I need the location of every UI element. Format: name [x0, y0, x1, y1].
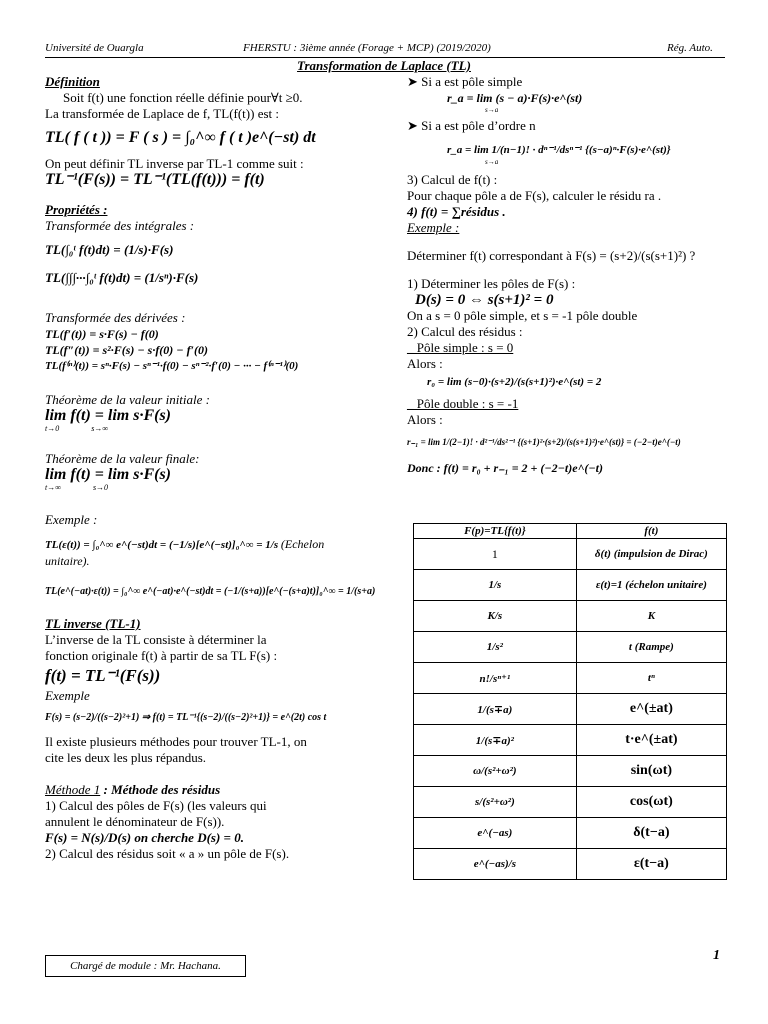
- arrow-bullet-icon: ➤: [407, 74, 422, 89]
- order-pole-bullet: [407, 118, 727, 134]
- derivative-formula-3: TL(f⁽ⁿ⁾(t)) = sⁿ·F(s) − sⁿ⁻¹·f(0) − sⁿ⁻²·f′(0) − ··· − f⁽ⁿ⁻¹⁾(0): [45, 360, 299, 372]
- tl-inverse-line-1: L’inverse de la TL consiste à déterminer la: [45, 632, 267, 647]
- init-sub-t: t→0: [45, 424, 60, 433]
- double-pole-case: _ Pôle double : s = -1: [407, 396, 519, 411]
- method1-step2: 2) Calcul des résidus soit « a » un pôle de F(s).: [45, 846, 290, 861]
- table-cell-f: ε(t)=1 (échelon unitaire): [576, 570, 726, 601]
- definition-heading: Définition: [45, 74, 100, 89]
- example-formula-1: [45, 536, 370, 570]
- initial-value-formula: lim f(t) = lim s·F(s): [45, 407, 171, 424]
- table-cell-F: n!/sⁿ⁺¹: [414, 663, 577, 694]
- definition-line-2: La transformée de Laplace de f, TL(f(t)) est :: [45, 106, 279, 121]
- left-column: [45, 74, 376, 862]
- table-cell-F: 1/s: [414, 570, 577, 601]
- simple-pole-text: Si a est pôle simple: [421, 74, 523, 89]
- residue-r0: r₀ = lim (s−0)·(s+2)/(s(s+1)²)·e^(st) = 2: [427, 376, 602, 388]
- page-number: 1: [713, 948, 720, 963]
- example2-heading: Exemple: [45, 688, 90, 703]
- alors-1: Alors :: [407, 356, 443, 371]
- definition-line-1: Soit f(t) une fonction réelle définie pour∀t ≥0.: [63, 90, 303, 105]
- table-cell-f: δ(t) (impulsion de Dirac): [576, 539, 726, 570]
- table-cell-F: s/(s²+ω²): [414, 787, 577, 818]
- example-1-note: (Echelon unitaire).: [45, 537, 325, 568]
- table-row: [414, 694, 727, 725]
- exemple-heading-right: Exemple :: [407, 220, 460, 235]
- init-sub-s: s→∞: [91, 424, 109, 433]
- table-cell-F: e^(−as): [414, 818, 577, 849]
- table-row: [414, 787, 727, 818]
- header-course: FHERSTU : 3ième année (Forage + MCP) (2019/2020): [243, 42, 491, 54]
- initial-value-heading: Théorème de la valeur initiale :: [45, 392, 210, 407]
- table-cell-f: t·e^(±at): [576, 725, 726, 756]
- derivative-formula-1: TL(f′(t)) = s·F(s) − f(0): [45, 327, 159, 341]
- table-row: [414, 663, 727, 694]
- table-cell-F: e^(−as)/s: [414, 849, 577, 880]
- tl-inverse-heading: TL inverse (TL-1): [45, 616, 141, 631]
- methods-line-2: cite les deux les plus répandus.: [45, 750, 207, 765]
- table-cell-f: tⁿ: [576, 663, 726, 694]
- integral-formula-1: TL(∫₀ᵗ f(t)dt) = (1/s)·F(s): [45, 242, 174, 257]
- step4: 4) f(t) = ∑résidus .: [407, 204, 506, 219]
- table-cell-f: e^(±at): [576, 694, 726, 725]
- method1-label: Méthode 1: [45, 782, 101, 797]
- method1-step1: 1) Calcul des pôles de F(s) (les valeurs qui: [45, 798, 267, 813]
- example-1-eq: TL(ε(t)) = ∫₀^∞ e^(−st)dt = (−1/s)[e^(−st)]₀^∞ = 1/s: [45, 539, 279, 551]
- table-cell-f: t (Rampe): [576, 632, 726, 663]
- laplace-table: [413, 523, 727, 880]
- order-pole-formula: r_a = lim 1/(n−1)! · dⁿ⁻¹/dsⁿ⁻¹ {(s−a)ⁿ·F(s)·e^(st)}: [447, 144, 671, 156]
- final-sub-s: s→0: [92, 483, 109, 492]
- table-cell-F: 1/(s∓a)²: [414, 725, 577, 756]
- determine-line: Déterminer f(t) correspondant à F(s) = (s+2)/(s(s+1)²) ?: [407, 248, 696, 263]
- order-pole-sub: s→a: [485, 158, 499, 166]
- table-cell-f: cos(ωt): [576, 787, 726, 818]
- method1-step1c: F(s) = N(s)/D(s) on cherche D(s) = 0.: [45, 830, 244, 845]
- table-row: [414, 725, 727, 756]
- alors-2: Alors :: [407, 412, 443, 427]
- derivatives-heading: Transformée des dérivées :: [45, 310, 186, 325]
- table-row: [414, 539, 727, 570]
- table-cell-F: ω/(s²+ω²): [414, 756, 577, 787]
- table-cell-F: K/s: [414, 601, 577, 632]
- header-university: Université de Ouargla: [45, 42, 144, 54]
- result-donc: Donc : f(t) = r₀ + r₋₁ = 2 + (−2−t)e^(−t): [407, 461, 604, 475]
- table-cell-f: ε(t−a): [576, 849, 726, 880]
- example-formula-3: F(s) = (s−2)/((s−2)²+1) ⇒ f(t) = TL⁻¹{(s−2)/((s−2)²+1)} = e^(2t) cos t: [45, 712, 327, 723]
- table-header-Fp: F(p)=TL{f(t)}: [414, 524, 577, 539]
- methods-line-1: Il existe plusieurs méthodes pour trouver TL-1, on: [45, 734, 307, 749]
- residue-r-1: r₋₁ = lim 1/(2−1)! · d²⁻¹/ds²⁻¹ {(s+1)²·(s+2)/(s(s+1)²)·e^(st)} = (−2−t)e^(−t): [407, 437, 681, 447]
- table-cell-f: K: [576, 601, 726, 632]
- residues-step: 2) Calcul des résidus :: [407, 324, 523, 339]
- properties-heading: Propriétés :: [45, 202, 108, 217]
- table-row: [414, 818, 727, 849]
- table-cell-F: 1/(s∓a): [414, 694, 577, 725]
- definition-formula: TL( f ( t )) = F ( s ) = ∫₀^∞ f ( t )e^(−st) dt: [45, 129, 316, 146]
- tl-inverse-formula: f(t) = TL⁻¹(F(s)): [45, 666, 161, 685]
- step3-text: Pour chaque pôle a de F(s), calculer le résidu ra .: [407, 188, 662, 203]
- table-cell-f: sin(ωt): [576, 756, 726, 787]
- simple-pole-case: _ Pôle simple : s = 0: [407, 340, 514, 355]
- simple-pole-sub: s→a: [485, 106, 499, 114]
- inverse-text: On peut définir TL inverse par TL-1 comme suit :: [45, 156, 304, 171]
- integral-formula-2: TL(∫∫∫···∫₀ᵗ f(t)dt) = (1/sⁿ)·F(s): [45, 270, 199, 285]
- method1-heading: [45, 782, 370, 798]
- final-value-subscripts: [45, 483, 370, 492]
- table-row: [414, 849, 727, 880]
- table-cell-f: δ(t−a): [576, 818, 726, 849]
- table-header-ft: f(t): [576, 524, 726, 539]
- page-title: Transformation de Laplace (TL): [297, 58, 471, 73]
- table-row: [414, 601, 727, 632]
- final-value-heading: Théorème de la valeur finale:: [45, 451, 200, 466]
- example-formula-2: TL(e^(−at)·ε(t)) = ∫₀^∞ e^(−at)·e^(−st)dt = (−1/(s+a))[e^(−(s+a)t)]₀^∞ = 1/(s+a): [45, 586, 376, 597]
- method1-title: : Méthode des résidus: [100, 782, 221, 797]
- final-sub-t: t→∞: [45, 483, 61, 492]
- initial-value-subscripts: [45, 424, 370, 433]
- poles-step: 1) Déterminer les pôles de F(s) :: [407, 276, 576, 291]
- simple-pole-formula: r_a = lim (s − a)·F(s)·e^(st): [447, 91, 583, 105]
- inverse-formula: TL⁻¹(F(s)) = TL⁻¹(TL(f(t))) = f(t): [45, 171, 265, 188]
- step3: 3) Calcul de f(t) :: [407, 172, 498, 187]
- derivative-formula-2: TL(f″(t)) = s²·F(s) − s·f(0) − f′(0): [45, 343, 208, 357]
- table-header-row: [414, 524, 727, 539]
- simple-pole-bullet: [407, 74, 727, 90]
- table-cell-F: 1/s²: [414, 632, 577, 663]
- table-row: [414, 632, 727, 663]
- instructor-box: Chargé de module : Mr. Hachana.: [45, 955, 246, 977]
- table-row: [414, 756, 727, 787]
- example-heading: Exemple :: [45, 512, 98, 527]
- arrow-bullet-icon: ➤: [407, 118, 422, 133]
- header-module: Rég. Auto.: [667, 42, 713, 54]
- table-row: [414, 570, 727, 601]
- right-column: [407, 74, 727, 476]
- poles-result: On a s = 0 pôle simple, et s = -1 pôle double: [407, 308, 638, 323]
- integrals-heading: Transformée des intégrales :: [45, 218, 195, 233]
- tl-inverse-line-2: fonction originale f(t) à partir de sa TL F(s) :: [45, 648, 278, 663]
- poles-equation: D(s) = 0 ⇔ s(s+1)² = 0: [415, 292, 554, 308]
- table-cell-F: 1: [414, 539, 577, 570]
- method1-step1b: annulent le dénominateur de F(s)).: [45, 814, 225, 829]
- final-value-formula: lim f(t) = lim s·F(s): [45, 466, 171, 483]
- order-pole-text: Si a est pôle d’ordre n: [421, 118, 536, 133]
